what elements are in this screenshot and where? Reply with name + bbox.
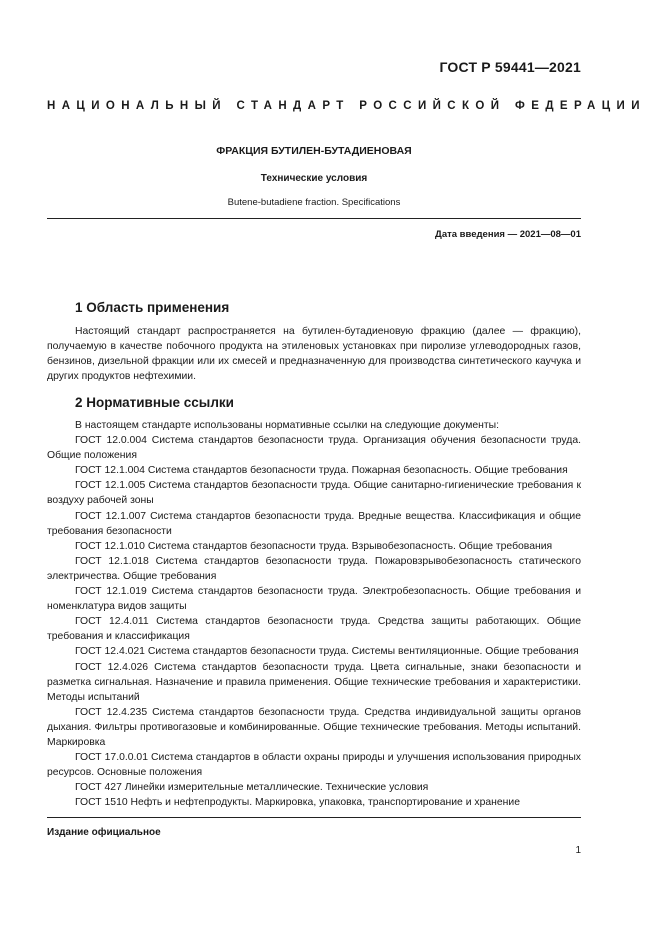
reference-item: ГОСТ 12.4.235 Система стандартов безопасности труда. Средства индивидуальной защиты органов дыхания. Фильтры противогазовые и комбинированные. Общие технические требования. Методы испытаний. Маркировка xyxy=(47,706,581,748)
section-heading-references: 2 Нормативные ссылки xyxy=(75,395,234,410)
section-body-references xyxy=(47,418,581,810)
reference-item: ГОСТ 12.4.011 Система стандартов безопасности труда. Средства защиты работающих. Общие требования и классификация xyxy=(47,616,581,643)
official-edition: Издание официальное xyxy=(47,827,161,838)
reference-item: ГОСТ 1510 Нефть и нефтепродукты. Маркировка, упаковка, транспортирование и хранение xyxy=(75,797,520,809)
page-number: 1 xyxy=(575,845,581,856)
doc-number: ГОСТ Р 59441—2021 xyxy=(439,59,581,75)
reference-item: ГОСТ 427 Линейки измерительные металлические. Технические условия xyxy=(75,782,429,794)
section-body-scope xyxy=(47,324,581,384)
reference-item: ГОСТ 12.4.026 Система стандартов безопасности труда. Цвета сигнальные, знаки безопасности и разметка сигнальная. Назначение и правила применения. Общие технические требования и характеристики. Методы испытаний xyxy=(47,661,581,703)
reference-item: ГОСТ 12.0.004 Система стандартов безопасности труда. Организация обучения безопасности труда. Общие положения xyxy=(47,435,581,462)
document-title: ФРАКЦИЯ БУТИЛЕН-БУТАДИЕНОВАЯ xyxy=(216,145,412,157)
top-divider xyxy=(47,218,581,219)
reference-item: ГОСТ 12.1.004 Система стандартов безопасности труда. Пожарная безопасность. Общие требования xyxy=(75,465,568,477)
paragraph: Настоящий стандарт распространяется на бутилен-бутадиеновую фракцию (далее — фракцию), получаемую в качестве побочного продукта на этиленовых установках при пиролизе углеводородных газов, бензинов, дизельной фракции или их смесей и предназначенную для производства синтетического каучука и других продуктов нефтехимии. xyxy=(47,326,581,383)
english-title: Butene-butadiene fraction. Specifications xyxy=(227,197,401,208)
reference-item: ГОСТ 12.1.018 Система стандартов безопасности труда. Пожаровзрывобезопасность статического электричества. Общие требования xyxy=(47,555,581,582)
intro-date: Дата введения — 2021—08—01 xyxy=(435,229,581,240)
section-heading-scope: 1 Область применения xyxy=(75,300,230,315)
reference-item: ГОСТ 12.1.010 Система стандартов безопасности труда. Взрывобезопасность. Общие требования xyxy=(75,540,553,552)
bottom-divider xyxy=(47,817,581,818)
reference-item: ГОСТ 12.1.005 Система стандартов безопасности труда. Общие санитарно-гигиенические требования к воздуху рабочей зоны xyxy=(47,480,581,507)
paragraph: В настоящем стандарте использованы нормативные ссылки на следующие документы: xyxy=(75,420,499,431)
document-subtitle: Технические условия xyxy=(260,173,368,184)
reference-item: ГОСТ 12.1.019 Система стандартов безопасности труда. Электробезопасность. Общие требования и номенклатура видов защиты xyxy=(47,586,581,613)
reference-item: ГОСТ 17.0.0.01 Система стандартов в области охраны природы и улучшения использования природных ресурсов. Основные положения xyxy=(47,752,581,779)
reference-item: ГОСТ 12.4.021 Система стандартов безопасности труда. Системы вентиляционные. Общие требования xyxy=(75,646,579,658)
national-standard-heading: НАЦИОНАЛЬНЫЙ СТАНДАРТ РОССИЙСКОЙ ФЕДЕРАЦИИ xyxy=(47,100,646,112)
reference-item: ГОСТ 12.1.007 Система стандартов безопасности труда. Вредные вещества. Классификация и общие требования безопасности xyxy=(47,510,581,537)
